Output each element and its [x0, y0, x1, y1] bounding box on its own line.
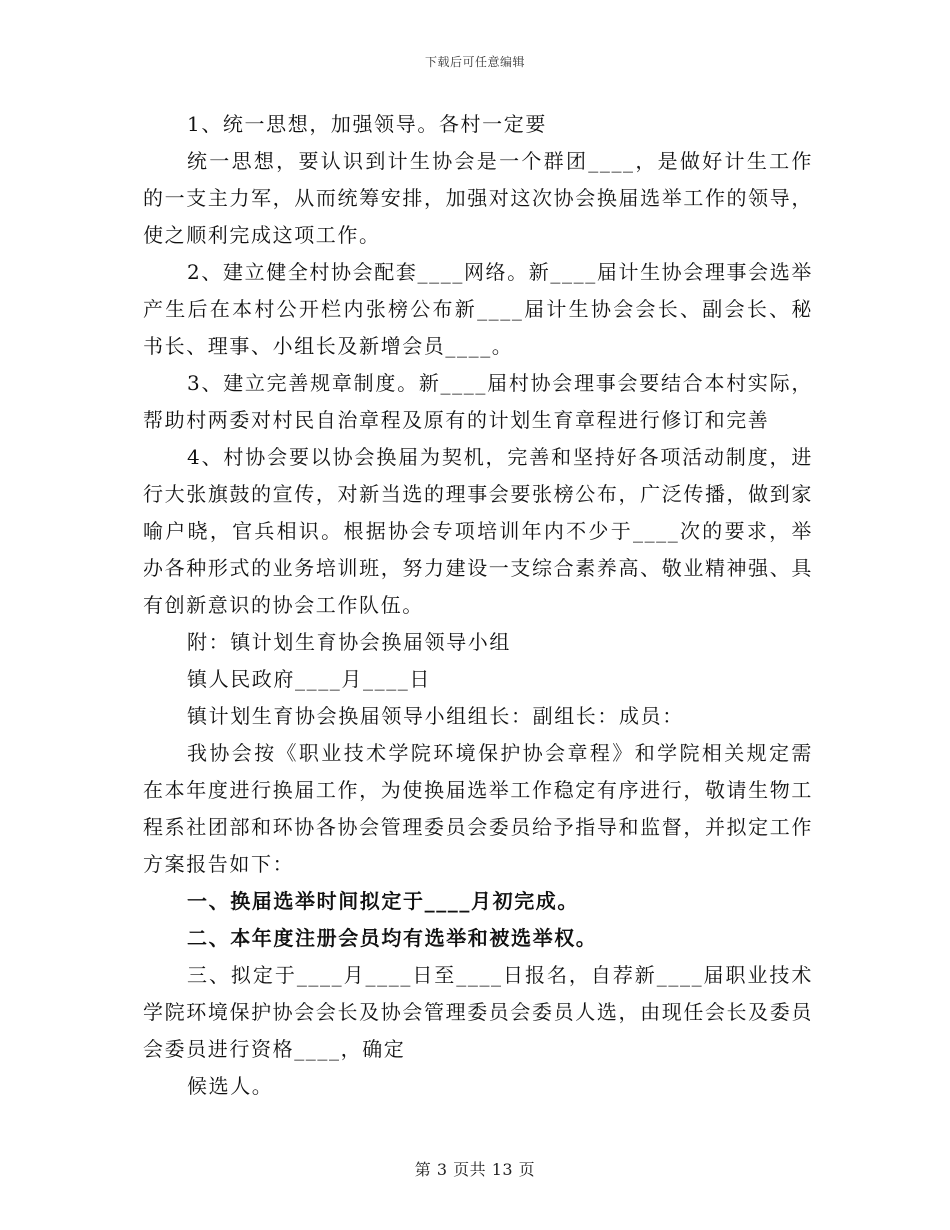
paragraph-11: 二、本年度注册会员均有选举和被选举权。 — [187, 926, 598, 950]
paragraph-4: 3、建立完善规章制度。新____届村协会理事会要结合本村实际，帮助村两委对村民自治章程及原有的计划生育章程进行修订和完善 — [143, 371, 813, 432]
document-body — [143, 106, 813, 1105]
page-header: 下载后可任意编辑 — [424, 55, 525, 69]
paragraph-13: 候选人。 — [187, 1074, 274, 1098]
paragraph-8: 镇计划生育协会换届领导小组组长：副组长：成员： — [187, 704, 684, 728]
paragraph-1: 1、统一思想，加强领导。各村一定要 — [187, 112, 547, 136]
paragraph-10: 一、换届选举时间拟定于____月初完成。 — [187, 889, 579, 913]
paragraph-12: 三、拟定于____月____日至____日报名，自荐新____届职业技术学院环境保护协会会长及协会管理委员会委员人选，由现任会长及委员会委员进行资格____，确定 — [143, 963, 813, 1061]
paragraph-3: 2、建立健全村协会配套____网络。新____届计生协会理事会选举产生后在本村公开栏内张榜公布新____届计生协会会长、副会长、秘书长、理事、小组长及新增会员____。 — [143, 260, 813, 358]
paragraph-7: 镇人民政府____月____日 — [187, 667, 431, 691]
paragraph-2: 统一思想，要认识到计生协会是一个群团____，是做好计生工作的一支主力军，从而统筹安排，加强对这次协会换届选举工作的领导，使之顺利完成这项工作。 — [143, 149, 813, 247]
paragraph-6: 附：镇计划生育协会换届领导小组 — [187, 630, 511, 654]
paragraph-5: 4、村协会要以协会换届为契机，完善和坚持好各项活动制度，进行大张旗鼓的宣传，对新当选的理事会要张榜公布，广泛传播，做到家喻户晓，官兵相识。根据协会专项培训年内不少于____次的要求，举办各种形式的业务培训班，努力建设一支综合素养高、敬业精神强、具有创新意识的协会工作队伍。 — [143, 445, 813, 617]
page-footer: 第 3 页共 13 页 — [414, 1160, 536, 1179]
paragraph-9: 我协会按《职业技术学院环境保护协会章程》和学院相关规定需在本年度进行换届工作，为使换届选举工作稳定有序进行，敬请生物工程系社团部和环协各协会管理委员会委员给予指导和监督，并拟定工作方案报告如下： — [143, 741, 813, 876]
